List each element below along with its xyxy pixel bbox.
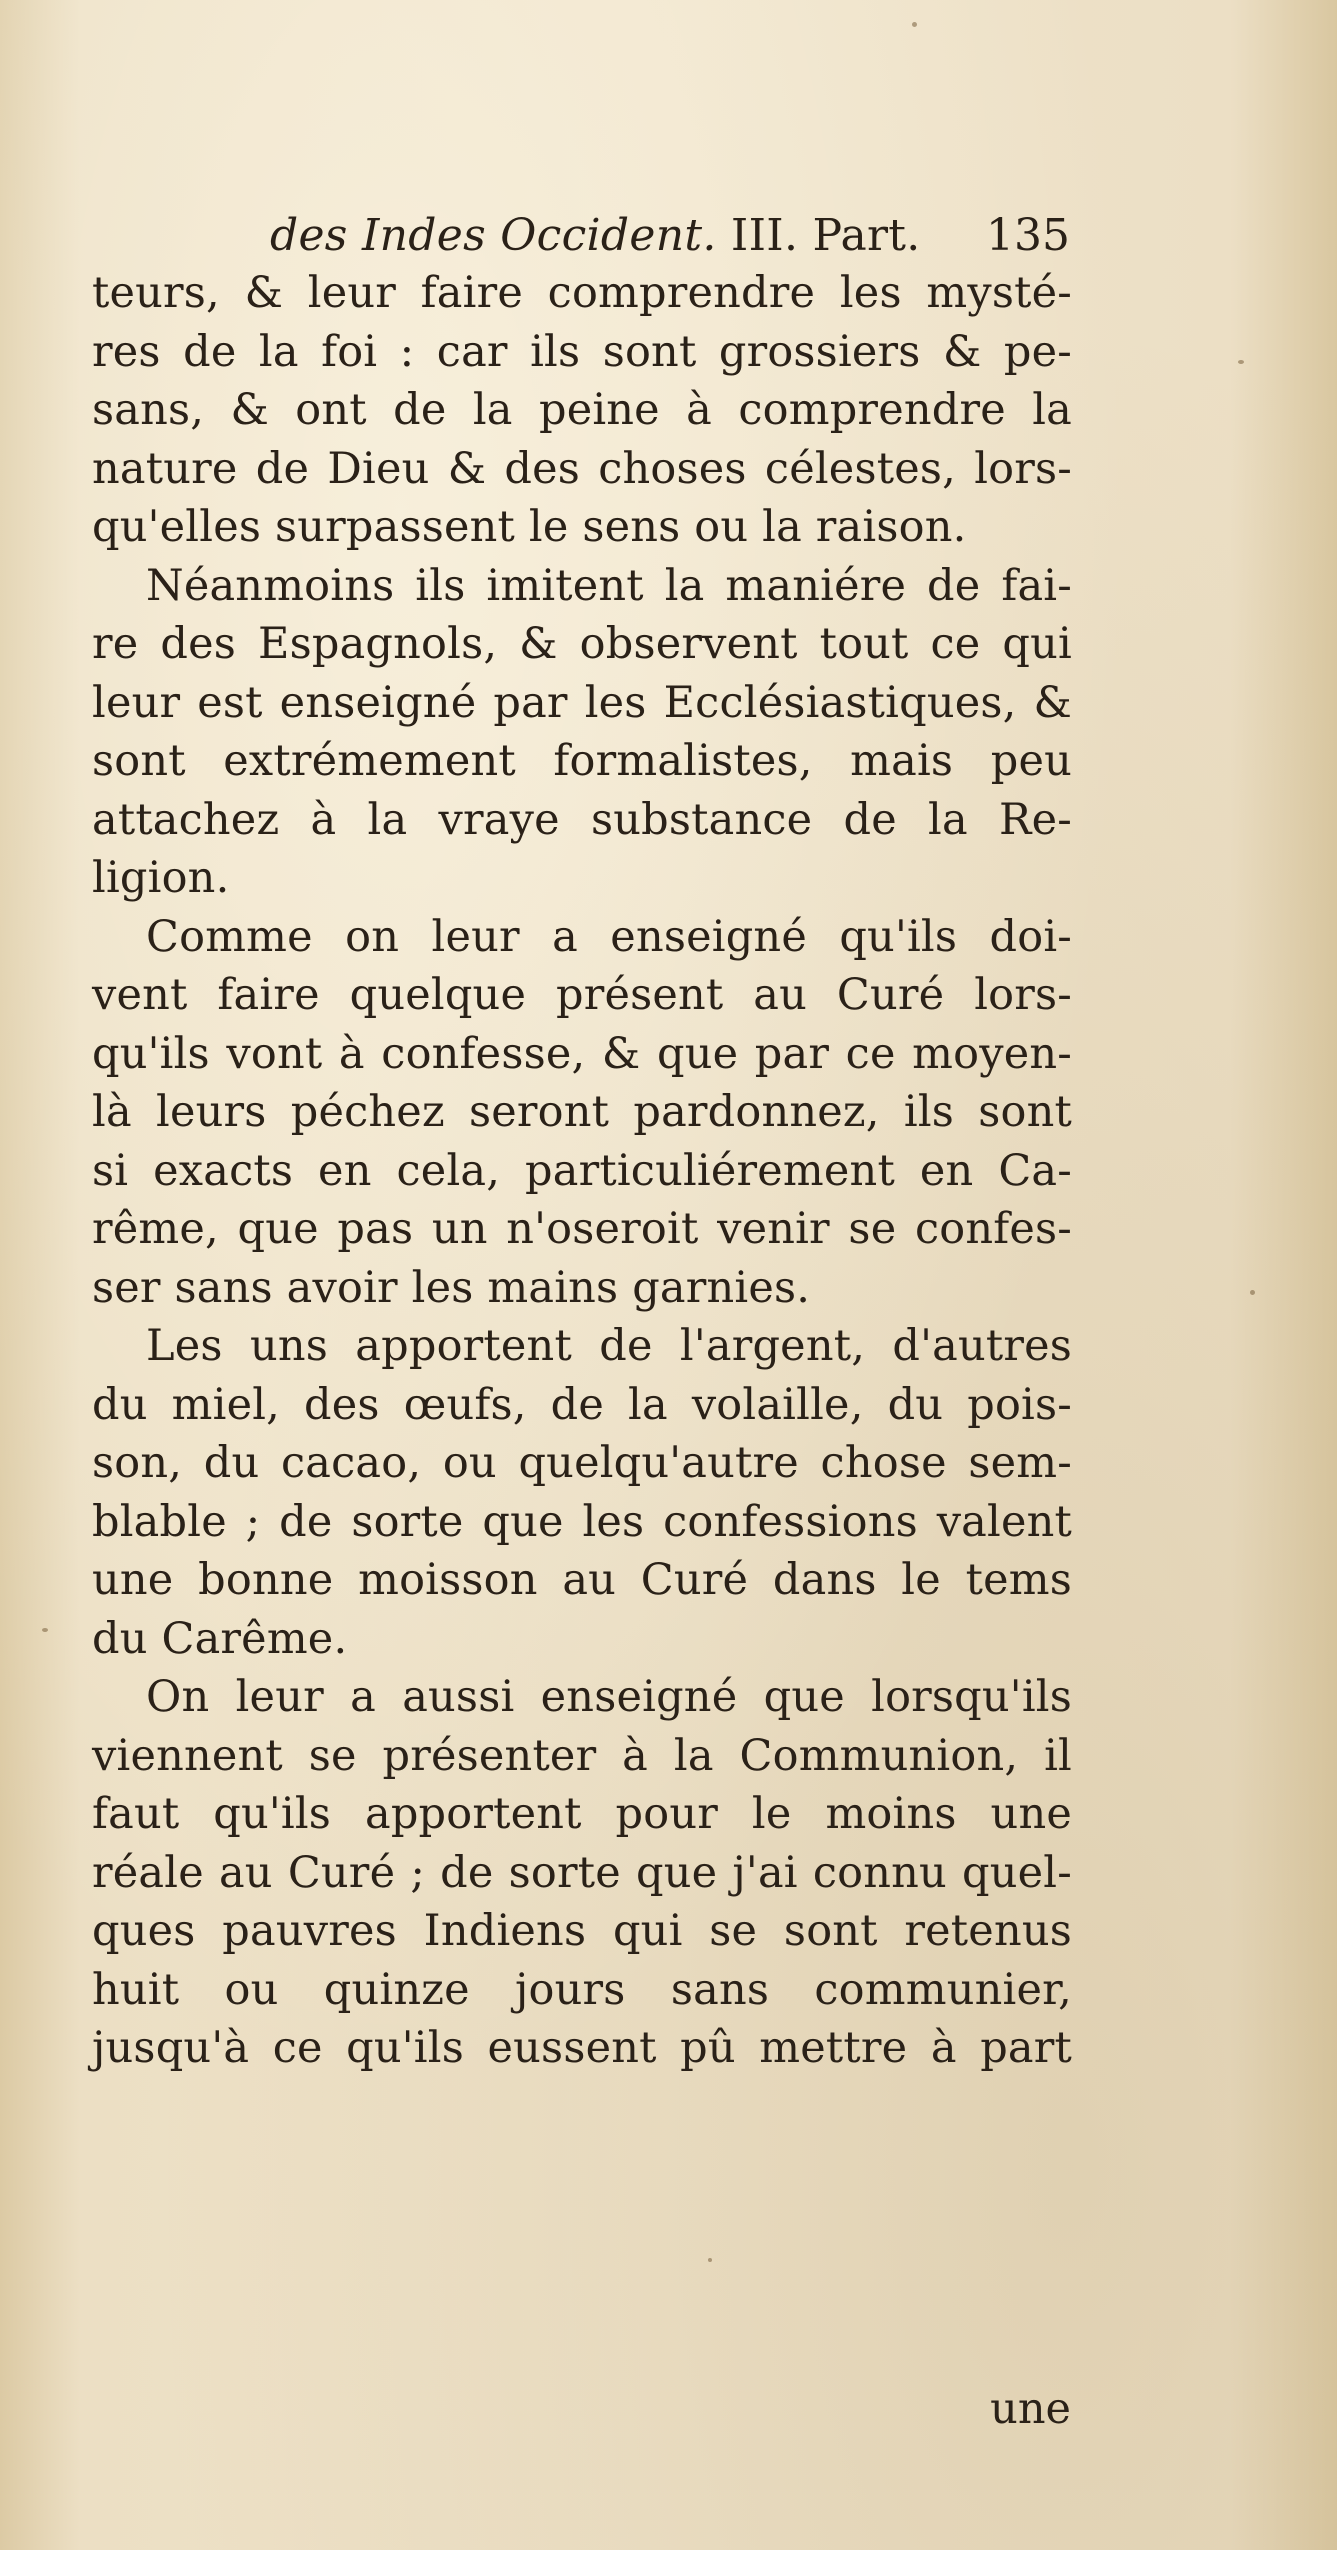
- paragraph-first-line: Les uns apportent de l'argent, d'autres: [146, 1321, 1072, 1371]
- text-line: blable ; de sorte que les confessions valent: [92, 1496, 1072, 1547]
- text-line: qu'ils vont à confesse, & que par ce moyen-: [92, 1028, 1072, 1079]
- text-line: qu'elles surpassent le sens ou la raison.: [92, 502, 967, 552]
- text-line: attachez à la vraye substance de la Re-: [92, 794, 1072, 845]
- text-line: du miel, des œufs, de la volaille, du pois-: [92, 1379, 1072, 1430]
- page-number: 135: [986, 210, 1070, 261]
- paper-spot: [912, 22, 917, 27]
- text-line: réale au Curé ; de sorte que j'ai connu quel-: [92, 1847, 1072, 1898]
- paper-spot: [708, 2258, 712, 2262]
- paragraph-first-line: On leur a aussi enseigné que lorsqu'ils: [146, 1672, 1072, 1722]
- text-line: viennent se présenter à la Communion, il: [92, 1730, 1072, 1781]
- paragraph-first-line: Néanmoins ils imitent la maniére de fai-: [146, 560, 1072, 611]
- text-line: sans, & ont de la peine à comprendre la: [92, 385, 1072, 435]
- text-line: leur est enseigné par les Ecclésiastiques, &: [92, 677, 1072, 728]
- text-line: nature de Dieu & des choses célestes, lors-: [92, 443, 1072, 494]
- paper-spot: [1238, 360, 1244, 364]
- text-line: rême, que pas un n'oseroit venir se confes-: [92, 1204, 1072, 1254]
- text-line: teurs, & leur faire comprendre les mysté-: [92, 268, 1072, 318]
- running-title: des Indes Occident. III. Part.: [270, 210, 921, 261]
- text-line: jusqu'à ce qu'ils eussent pû mettre à part: [92, 2023, 1072, 2073]
- text-line: une bonne moisson au Curé dans le tems: [92, 1555, 1072, 1605]
- text-line: du Carême.: [92, 1613, 348, 1664]
- text-line: re des Espagnols, & observent tout ce qui: [92, 619, 1072, 669]
- text-line: vent faire quelque présent au Curé lors-: [92, 970, 1072, 1020]
- text-line: ligion.: [92, 853, 230, 903]
- text-line: ques pauvres Indiens qui se sont retenus: [92, 1906, 1072, 1956]
- text-line: res de la foi : car ils sont grossiers & pe-: [92, 326, 1072, 377]
- body-text: [92, 264, 1072, 2078]
- text-line: sont extrémement formalistes, mais peu: [92, 736, 1072, 786]
- text-line: huit ou quinze jours sans communier,: [92, 1964, 1072, 2015]
- text-line: faut qu'ils apportent pour le moins une: [92, 1789, 1072, 1839]
- page-header: [270, 206, 1070, 266]
- paper-spot: [42, 1628, 48, 1632]
- paper-spot: [1250, 1290, 1255, 1295]
- text-line: si exacts en cela, particuliérement en Ca-: [92, 1145, 1072, 1196]
- text-line: là leurs péchez seront pardonnez, ils sont: [92, 1087, 1072, 1137]
- text-line: son, du cacao, ou quelqu'autre chose sem-: [92, 1438, 1072, 1488]
- catchword: une: [990, 2384, 1071, 2434]
- paragraph-first-line: Comme on leur a enseigné qu'ils doi-: [146, 911, 1072, 962]
- text-line: ser sans avoir les mains garnies.: [92, 1262, 811, 1313]
